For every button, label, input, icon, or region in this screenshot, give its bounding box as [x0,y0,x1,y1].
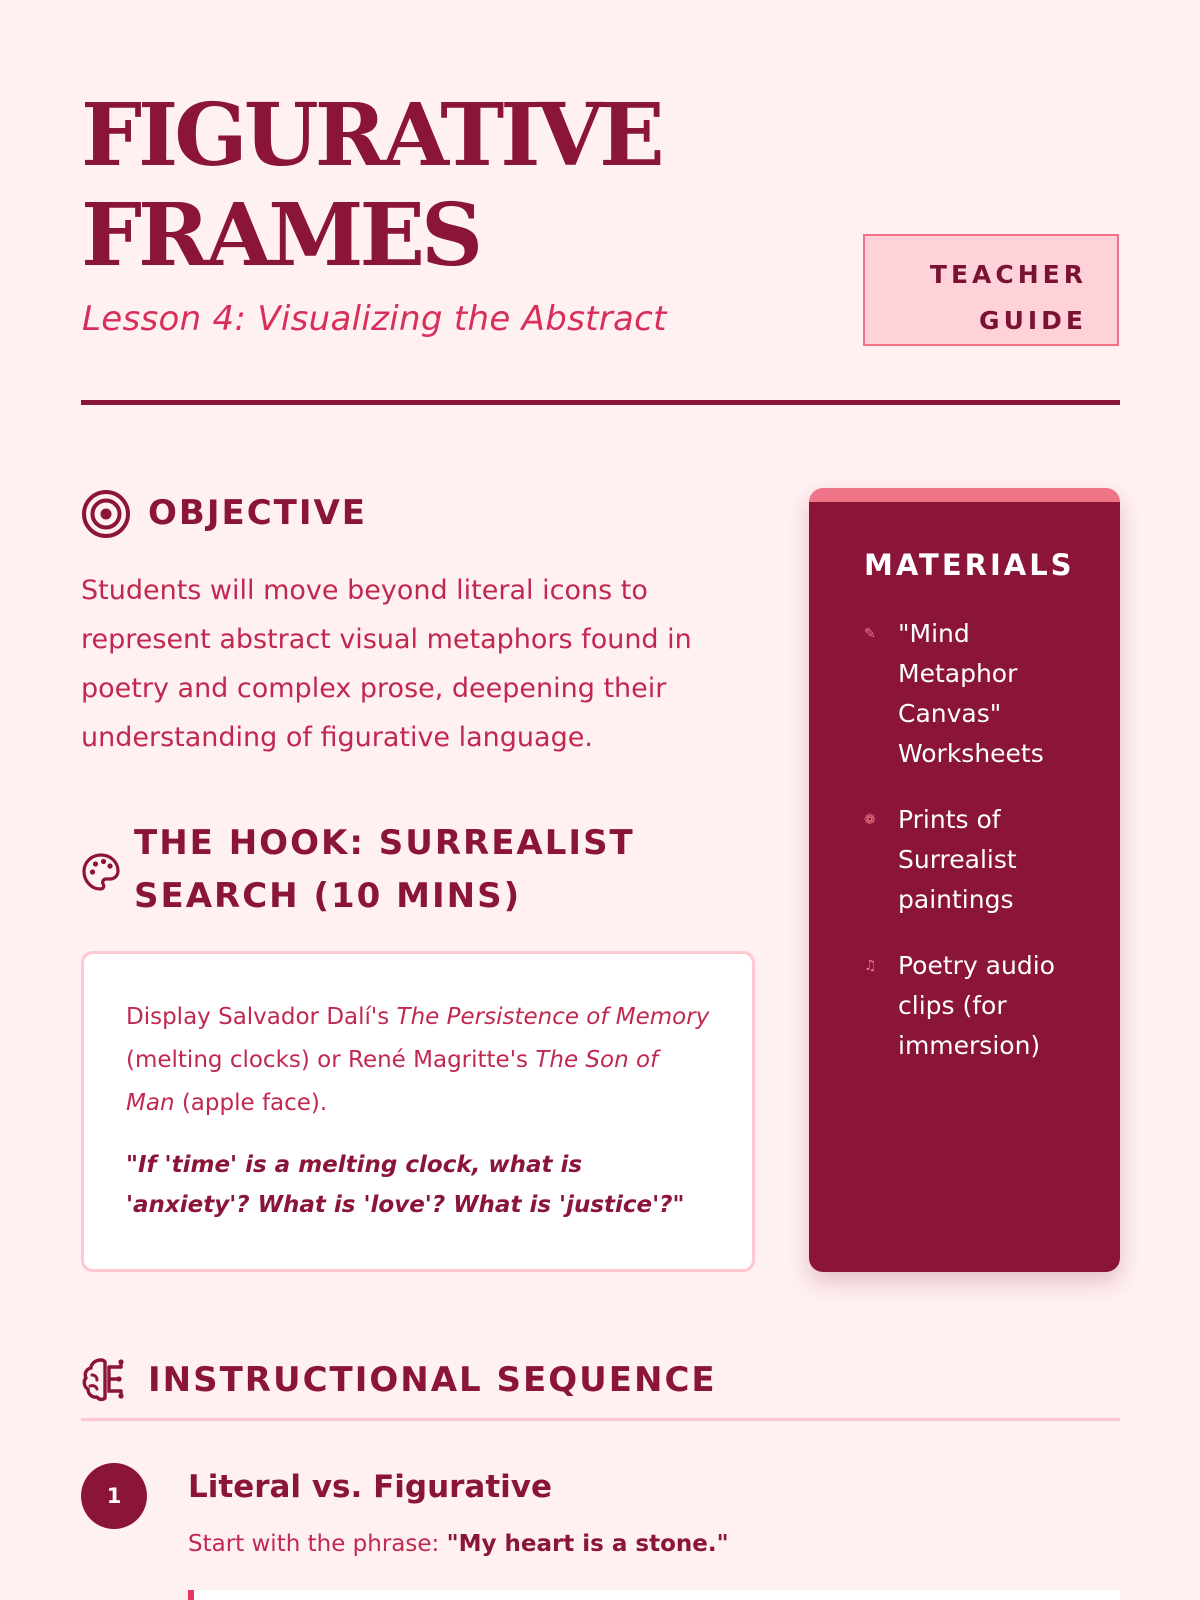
hook-card [81,951,755,1272]
step-text [188,1527,729,1561]
hook-quote: "If 'time' is a melting clock, what is 'anxiety'? What is 'love'? What is 'justice'?" [126,1152,685,1218]
step-title: Literal vs. Figurative [188,1469,553,1505]
lesson-subtitle: Lesson 4: Visualizing the Abstract [82,299,667,339]
page-title [81,86,801,286]
sequence-divider [81,1418,1120,1421]
image-icon: ❁ [864,812,876,828]
materials-list [864,614,1090,1066]
brain-icon [81,1355,129,1403]
hook-desc-text-3: (apple face). [174,1090,328,1116]
artwork-title-persistence: The Persistence of Memory [396,1004,710,1030]
artwork-title-son-of-man: The Son of Man [126,1047,659,1116]
hook-description [126,996,712,1125]
step-callout-box [188,1590,1120,1600]
header-divider [81,400,1120,405]
step-text-phrase: "My heart is a stone." [446,1531,729,1557]
hook-desc-text-1: Display Salvador Dalí's [126,1004,397,1030]
objective-heading: OBJECTIVE [148,493,368,533]
hook-heading-line-1: THE HOOK: SURREALIST [134,823,635,863]
pencil-icon: ✎ [864,626,876,642]
materials-item-label: Prints of Surrealist paintings [898,805,1017,914]
materials-item [864,614,1090,774]
hook-desc-text-2: (melting clocks) or René Magritte's [126,1047,536,1073]
step-number-badge: 1 [81,1463,147,1529]
teacher-guide-badge [863,234,1119,346]
materials-item-label: Poetry audio clips (for immersion) [898,951,1055,1060]
title-line-2: FRAMES [81,185,480,286]
badge-line-1: TEACHER [929,260,1087,289]
hook-heading-line-2: SEARCH (10 MINS) [134,876,522,916]
materials-heading: MATERIALS [864,548,1075,582]
materials-item [864,946,1090,1066]
palette-icon [81,852,121,892]
materials-panel [809,488,1120,1272]
materials-item-label: "Mind Metaphor Canvas" Worksheets [898,619,1044,768]
sequence-heading: INSTRUCTIONAL SEQUENCE [148,1360,717,1400]
hook-heading [134,817,734,923]
title-line-1: FIGURATIVE [81,85,661,186]
objective-text: Students will move beyond literal icons to represent abstract visual metaphors found in poetry and complex prose, deepening their understanding of figurative language. [81,575,692,753]
materials-item [864,800,1090,920]
step-text-prefix: Start with the phrase: [188,1531,447,1557]
target-icon [81,489,131,539]
badge-line-2: GUIDE [979,306,1087,335]
music-note-icon: ♫ [864,958,877,974]
